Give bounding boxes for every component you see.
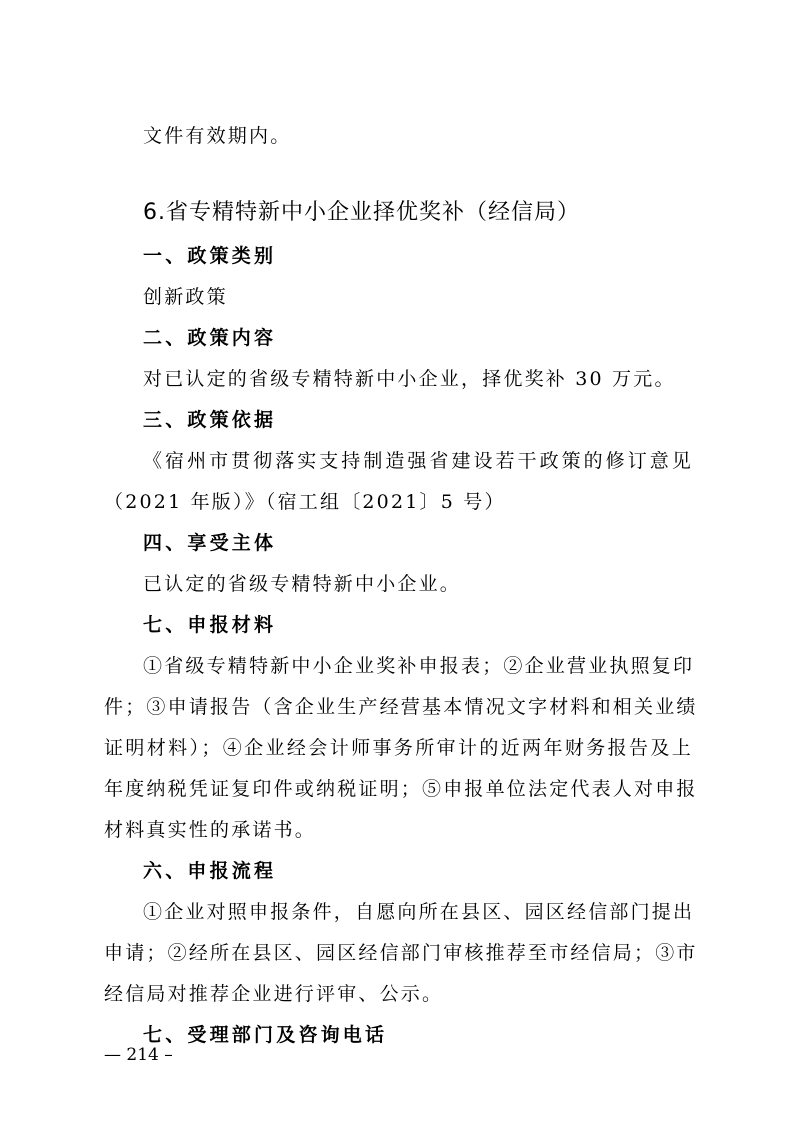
policy-basis-line-2: （2021 年版）》（宿工组〔2021〕5 号） xyxy=(104,491,506,513)
materials-line-2: 件；③申请报告（含企业生产经营基本情况文字材料和相关业绩 xyxy=(104,696,698,718)
process-line-3: 经信局对推荐企业进行评审、公示。 xyxy=(104,983,444,1005)
materials-line-3: 证明材料）；④企业经会计师事务所审计的近两年财务报告及上 xyxy=(104,737,693,759)
materials-line-5: 材料真实性的承诺书。 xyxy=(104,819,317,841)
beneficiary-text: 已认定的省级专精特新中小企业。 xyxy=(143,573,462,595)
heading-policy-category: 一、政策类别 xyxy=(143,245,277,267)
section-title: 6.省专精特新中小企业择优奖补（经信局） xyxy=(143,200,580,225)
process-line-2: 申请；②经所在县区、园区经信部门审核推荐至市经信局；③市 xyxy=(104,942,698,964)
materials-line-1: ①省级专精特新中小企业奖补申报表；②企业营业执照复印 xyxy=(143,655,695,677)
policy-content-text: 对已认定的省级专精特新中小企业，择优奖补 30 万元。 xyxy=(143,368,676,390)
heading-department-contact: 七、受理部门及咨询电话 xyxy=(143,1024,388,1046)
policy-category-text: 创新政策 xyxy=(143,286,228,308)
heading-policy-content: 二、政策内容 xyxy=(143,327,277,349)
process-line-1: ①企业对照申报条件，自愿向所在县区、园区经信部门提出 xyxy=(143,901,695,923)
policy-basis-line-1: 《宿州市贯彻落实支持制造强省建设若干政策的修订意见 xyxy=(143,450,693,472)
heading-policy-basis: 三、政策依据 xyxy=(143,409,277,431)
heading-beneficiary: 四、享受主体 xyxy=(143,532,277,554)
intro-line: 文件有效期内。 xyxy=(143,125,292,147)
heading-application-materials: 七、申报材料 xyxy=(143,614,277,636)
heading-application-process: 六、申报流程 xyxy=(143,860,277,882)
page-number: — 214 – xyxy=(104,1045,173,1065)
materials-line-4: 年度纳税凭证复印件或纳税证明；⑤申报单位法定代表人对申报 xyxy=(104,778,698,800)
